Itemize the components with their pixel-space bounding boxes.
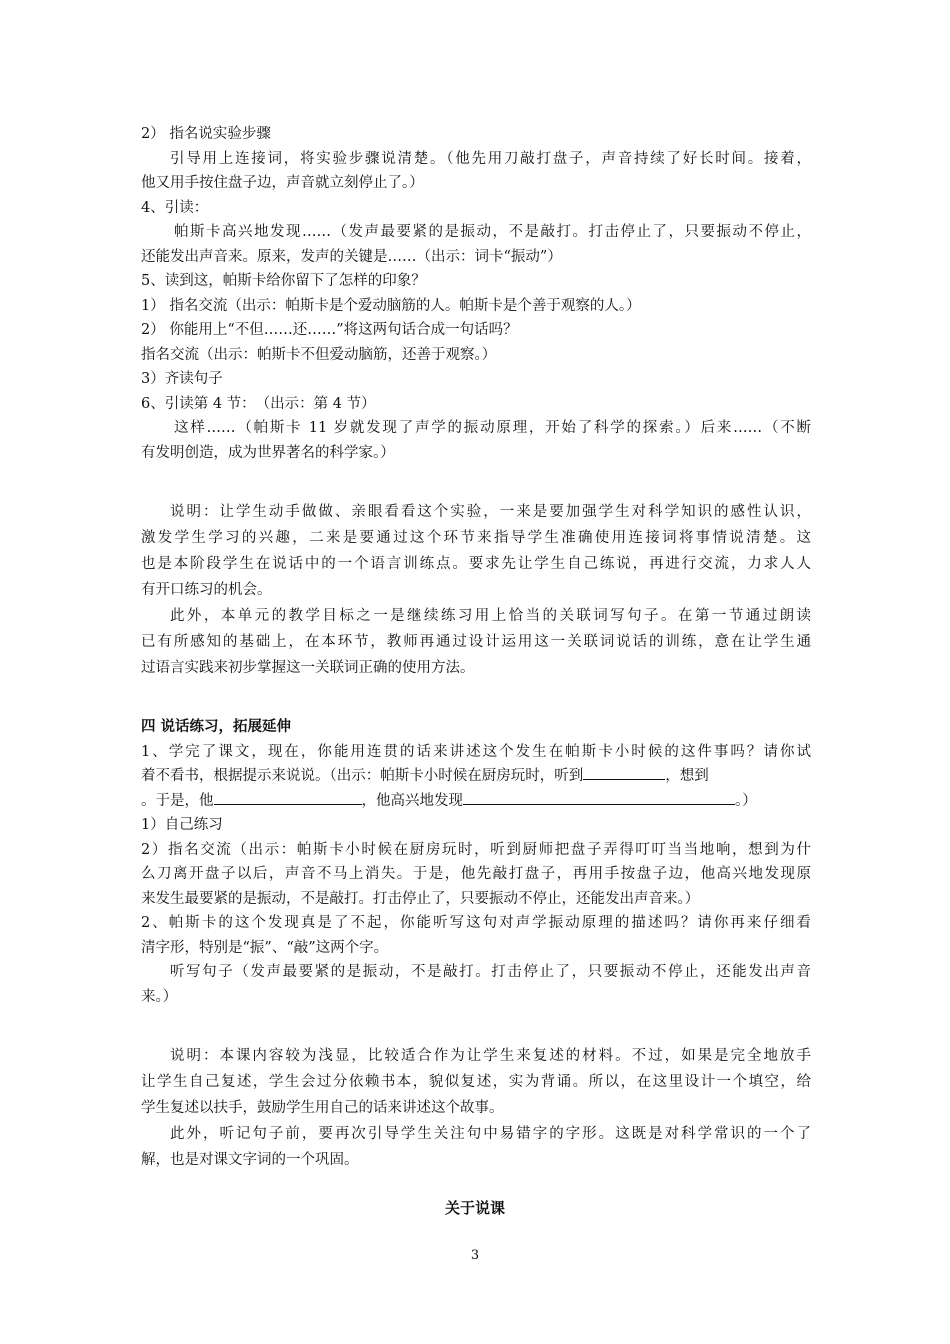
step-4-heading: 4、引读： bbox=[141, 199, 209, 216]
paragraph-line: 么刀离开盘子以后，声音不马上消失。于是，他先敲打盘子，再用手按盘子边，他高兴地发现原 bbox=[141, 866, 811, 882]
next-section-title: 关于说课 bbox=[444, 1199, 505, 1217]
paragraph-text: ，想到 bbox=[665, 768, 709, 784]
step-5-heading: 5、读到这，帕斯卡给你留下了怎样的印象？ bbox=[141, 273, 426, 289]
paragraph-text: 。） bbox=[735, 792, 757, 809]
paragraph-line: 来发生最要紧的是振动，不是敲打。打击停止了，只要振动不停止，还能发出声音来。） bbox=[141, 890, 700, 907]
paragraph-line: 有发明创造，成为世界著名的科学家。） bbox=[141, 444, 395, 461]
spacer bbox=[141, 465, 811, 499]
step-6-heading: 6、引读第 4 节： （出示：第 4 节） bbox=[141, 395, 376, 412]
fill-blank-line-2 bbox=[141, 789, 811, 814]
fill-blank-line-1 bbox=[141, 764, 811, 789]
explanation-note-1 bbox=[141, 499, 811, 681]
paragraph-line: 来。） bbox=[141, 988, 178, 1005]
answer-blank bbox=[214, 789, 362, 805]
paragraph-line: 1） 指名交流（出示：帕斯卡是个爱动脑筋的人。帕斯卡是个善于观察的人。） bbox=[141, 297, 641, 314]
paragraph-line: 2） 你能用上“不但……还……”将这两句话合成一句话吗？ bbox=[141, 322, 518, 338]
paragraph-line: 1、学完了课文，现在，你能用连贯的话来讲述这个发生在帕斯卡小时候的这件事吗？请你试 bbox=[141, 743, 811, 760]
spacer bbox=[141, 1009, 811, 1043]
paragraph-line: 听写句子（发声最要紧的是振动，不是敲打。打击停止了，只要振动不停止，还能发出声音 bbox=[170, 964, 811, 980]
paragraph-text: 。于是，他 bbox=[141, 792, 214, 809]
step-2-line: 2） 指名说实验步骤 bbox=[141, 126, 271, 142]
paragraph-line: 帕斯卡高兴地发现……（发声最要紧的是振动，不是敲打。打击停止了，只要振动不停止， bbox=[174, 224, 811, 240]
note-line: 有开口练习的机会。 bbox=[141, 582, 272, 598]
paragraph-line: 引导用上连接词，将实验步骤说清楚。（他先用刀敲打盘子，声音持续了好长时间。接着， bbox=[170, 150, 811, 167]
note-line: 说明：本课内容较为浅显，比较适合作为让学生来复述的材料。不过，如果是完全地放手 bbox=[170, 1048, 811, 1064]
explanation-note-2 bbox=[141, 1043, 811, 1173]
note-line: 过语言实践来初步掌握这一关联词正确的使用方法。 bbox=[141, 660, 475, 676]
note-line: 此外，听记句子前，要再次引导学生关注句中易错字的字形。这既是对科学常识的一个了 bbox=[170, 1126, 811, 1142]
paragraph-line: 1）自己练习 bbox=[141, 817, 223, 833]
paragraph-line: 3）齐读句子 bbox=[141, 371, 223, 387]
paragraph-line: 这样……（帕斯卡 11 岁就发现了声学的振动原理，开始了科学的探索。）后来……（不断 bbox=[174, 420, 811, 436]
note-line: 说明：让学生动手做做、亲眼看看这个实验，一来是要加强学生对科学知识的感性认识， bbox=[170, 504, 811, 520]
paragraph-line: 2）指名交流（出示：帕斯卡小时候在厨房玩时，听到厨师把盘子弄得叮叮当当地响，想到为什 bbox=[141, 841, 811, 858]
note-line: 也是本阶段学生在说话中的一个语言训练点。要求先让学生自己练说，再进行交流，力求人人 bbox=[141, 556, 811, 572]
paragraph-line: 他又用手按住盘子边，声音就立刻停止了。） bbox=[141, 175, 424, 191]
paragraph-line: 指名交流（出示：帕斯卡不但爱动脑筋，还善于观察。） bbox=[141, 346, 497, 363]
paragraph-text: 着不看书，根据提示来说说。（出示：帕斯卡小时候在厨房玩时，听到 bbox=[141, 768, 584, 784]
note-line: 学生复述以扶手，鼓励学生用自己的话来讲述这个故事。 bbox=[141, 1100, 504, 1116]
section-4-heading: 四 说话练习，拓展延伸 bbox=[141, 718, 292, 735]
note-line: 已有所感知的基础上，在本环节，教师再通过设计运用这一关联词说话的训练，意在让学生通 bbox=[141, 634, 811, 650]
paragraph-line: 清字形，特别是“振”、“敲”这两个字。 bbox=[141, 939, 389, 956]
answer-blank bbox=[583, 764, 665, 780]
page-number: 3 bbox=[470, 1248, 480, 1263]
note-line: 激发学生学习的兴趣，二来是要通过这个环节来指导学生准确使用连接词将事情说清楚。这 bbox=[141, 530, 811, 546]
note-line: 解，也是对课文字词的一个巩固。 bbox=[141, 1152, 359, 1168]
paragraph-text: ，他高兴地发现 bbox=[361, 792, 463, 809]
note-line: 此外，本单元的教学目标之一是继续练习用上恰当的关联词写句子。在第一节通过朗读 bbox=[170, 608, 811, 624]
note-line: 让学生自己复述，学生会过分依赖书本，貌似复述，实为背诵。所以，在这里设计一个填空，给 bbox=[141, 1074, 811, 1090]
answer-blank bbox=[463, 789, 735, 805]
paragraph-line: 还能发出声音来。原来，发声的关键是……（出示：词卡“振动”） bbox=[141, 248, 562, 265]
paragraph-line: 2、帕斯卡的这个发现真是了不起，你能听写这句对声学振动原理的描述吗？请你再来仔细看 bbox=[141, 915, 811, 931]
document-body bbox=[141, 122, 811, 1173]
spacer bbox=[141, 681, 811, 715]
